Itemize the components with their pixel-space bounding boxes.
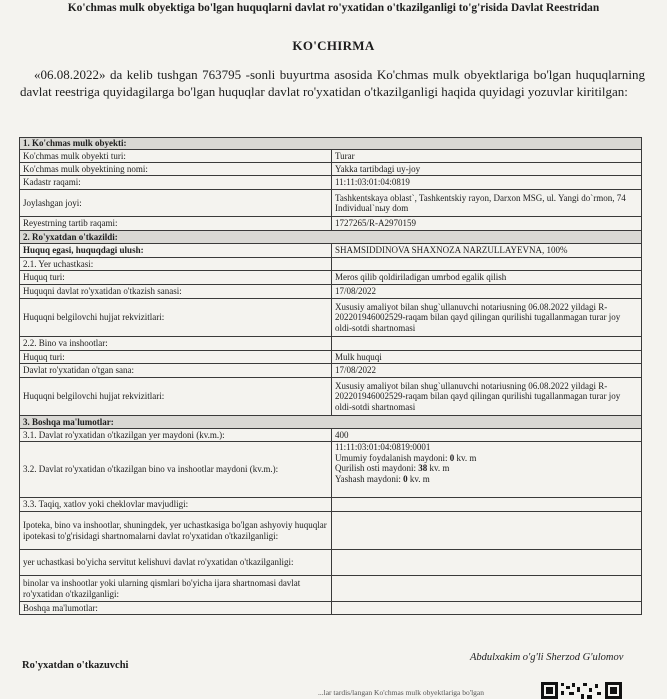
bldg-living-line: Yashash maydoni: 0 kv. m — [335, 473, 430, 484]
location-value: Tashkentskaya oblast`, Tashkentskiy rayon, Darxon MSG, ul. Yangi do`rmon, 74 Individual`nыy dom — [332, 190, 642, 217]
bldg-total-line: Umumiy foydalanish maydoni: 0 kv. m — [335, 452, 477, 463]
bldg-area-label: 3.2. Davlat ro'yxatidan o'tkazilgan bino va inshootlar maydoni (kv.m.): — [20, 442, 332, 498]
owner-value: SHAMSIDDINOVA SHAXNOZA NARZULLAYEVNA, 100% — [332, 244, 642, 258]
table-row — [20, 498, 642, 512]
bldg-built-line: Qurilish osti maydoni: 38 kv. m — [335, 463, 450, 473]
obj-name-label: Ko'chmas mulk obyektining nomi: — [20, 163, 332, 176]
right-type2-label: Huquq turi: — [20, 351, 332, 364]
table-row — [20, 429, 642, 442]
mortgage-label: Ipoteka, bino va inshootlar, shuningdek, yer uchastkasiga bo'lgan ashyoviy huquqlar ipotekasi to'g'risidagi shartnomalarni davlat ro'yxatidan o'tkazilganligi: — [20, 512, 332, 550]
registrar-name: Abdulxakim o'g'li Sherzod G'ulomov — [470, 652, 624, 663]
section-2-title: 2. Ro'yxatdan o'tkazildi: — [20, 231, 642, 244]
bottom-note: ...lar tardis/langan Ko'chmas mulk obyektlariga bo'lgan — [318, 688, 484, 697]
table-row — [20, 576, 642, 602]
building-label: 2.2. Bino va inshootlar: — [20, 337, 332, 351]
table-row — [20, 244, 642, 258]
table-row — [20, 550, 642, 576]
obj-type-label: Ko'chmas mulk obyekti turi: — [20, 150, 332, 163]
doc1-label: Huquqni belgilovchi hujjat rekvizitlari: — [20, 299, 332, 337]
document-title: Ko'chmas mulk obyektiga bo'lgan huquqlarni davlat ro'yxatidan o'tkazilganligi to'g'risida Davlat Reestridan — [67, 2, 600, 14]
table-row — [20, 364, 642, 378]
table-row — [20, 285, 642, 299]
doc2-value: Xususiy amaliyot bilan shug`ullanuvchi notariusning 06.08.2022 yildagi R-202201946002529-raqam bilan qayd qilingan qurilishi tugallanmagan turar joy oldi-sotdi shartnomasi — [332, 378, 642, 416]
reg-date2-label: Davlat ro'yxatidan o'tgan sana: — [20, 364, 332, 378]
table-row — [20, 217, 642, 231]
reg-date1-value: 17/08/2022 — [332, 285, 642, 299]
lease-label: binolar va inshootlar yoki ularning qismlari bo'yicha ijara shartnomasi davlat ro'yxatidan o'tkazilganligi: — [20, 576, 332, 602]
table-row — [20, 190, 642, 217]
section-2-row — [20, 231, 642, 244]
document-heading: KO'CHIRMA — [292, 38, 375, 53]
registry-table — [19, 137, 642, 615]
cadastre-label: Kadastr raqami: — [20, 176, 332, 190]
servitude-label: yer uchastkasi bo'yicha servitut kelishuvi davlat ro'yxatidan o'tkazilganligi: — [20, 550, 332, 576]
table-row — [20, 337, 642, 351]
right-type2-value: Mulk huquqi — [332, 351, 642, 364]
bldg-code: 11:11:03:01:04:0819:0001 — [335, 442, 431, 452]
table-row — [20, 299, 642, 337]
bldg-area-value — [332, 442, 642, 498]
table-row — [20, 602, 642, 615]
right-type1-label: Huquq turi: — [20, 271, 332, 285]
table-row — [20, 271, 642, 285]
table-row — [20, 150, 642, 163]
table-row — [20, 176, 642, 190]
reg-date2-value: 17/08/2022 — [332, 364, 642, 378]
table-row — [20, 351, 642, 364]
doc1-value: Xususiy amaliyot bilan shug`ullanuvchi notariusning 06.08.2022 yildagi R-202201946002529-raqam bilan qayd qilingan qurilishi tugallanmagan turar joy oldi-sotdi shartnomasi — [332, 299, 642, 337]
section-3-title: 3. Boshqa ma'lumotlar: — [20, 416, 642, 429]
location-label: Joylashgan joyi: — [20, 190, 332, 217]
other-label: Boshqa ma'lumotlar: — [20, 602, 332, 615]
restrictions-label: 3.3. Taqiq, xatlov yoki cheklovlar mavjudligi: — [20, 498, 332, 512]
section-1-title: 1. Ko'chmas mulk obyekti: — [20, 138, 642, 150]
land-label: 2.1. Yer uchastkasi: — [20, 258, 332, 271]
table-row — [20, 378, 642, 416]
obj-name-value: Yakka tartibdagi uy-joy — [332, 163, 642, 176]
cadastre-value: 11:11:03:01:04:0819 — [332, 176, 642, 190]
land-area-label: 3.1. Davlat ro'yxatidan o'tkazilgan yer maydoni (kv.m.): — [20, 429, 332, 442]
qr-code-icon — [541, 680, 623, 699]
doc2-label: Huquqni belgilovchi hujjat rekvizitlari: — [20, 378, 332, 416]
land-area-value: 400 — [332, 429, 642, 442]
registry-label: Reyestrning tartib raqami: — [20, 217, 332, 231]
intro-paragraph: «06.08.2022» da kelib tushgan 763795 -sonli buyurtma asosida Ko'chmas mulk obyektlariga bo'lgan huquqlarning davlat reestriga quyidagilarga bo'lgan huquqlar davlat ro'yxatidan o'tkazilganligi haqida quyidagi yozuvlar kiritilgan: — [20, 67, 645, 99]
table-row — [20, 512, 642, 550]
obj-type-value: Turar — [332, 150, 642, 163]
table-row — [20, 258, 642, 271]
section-1-row — [20, 138, 642, 150]
reg-date1-label: Huquqni davlat ro'yxatidan o'tkazish sanasi: — [20, 285, 332, 299]
registry-value: 1727265/R-A2970159 — [332, 217, 642, 231]
section-3-row — [20, 416, 642, 429]
registrar-label: Ro'yxatdan o'tkazuvchi — [22, 660, 129, 671]
table-row — [20, 442, 642, 498]
right-type1-value: Meros qilib qoldiriladigan umrbod egalik qilish — [332, 271, 642, 285]
owner-label: Huquq egasi, huquqdagi ulush: — [20, 244, 332, 258]
table-row — [20, 163, 642, 176]
